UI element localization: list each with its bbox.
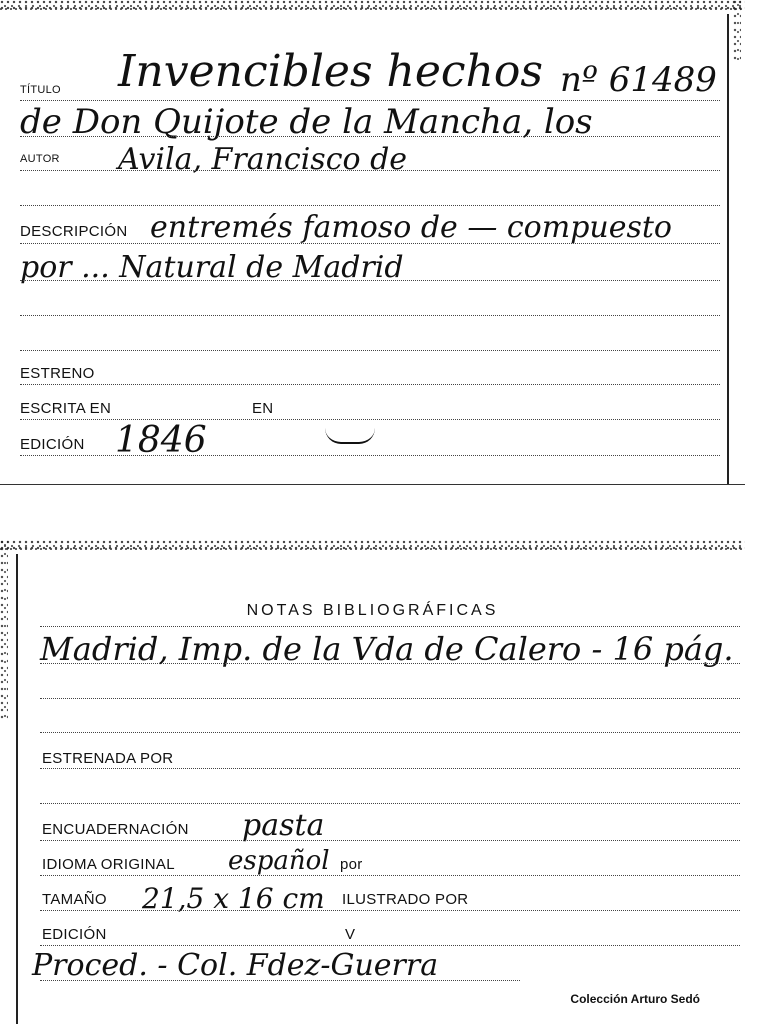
descripcion-label: DESCRIPCIÓN <box>20 223 128 240</box>
autor-line <box>20 170 720 171</box>
titulo-label: TÍTULO <box>20 84 61 96</box>
encuadernacion-line <box>40 840 740 841</box>
blank-line <box>40 732 740 733</box>
notas-line <box>40 626 740 627</box>
titulo-line-2 <box>20 136 720 137</box>
edicion-value: 1846 <box>115 420 207 461</box>
estreno-label: ESTRENO <box>20 365 95 382</box>
idioma-line <box>40 875 740 876</box>
titulo-value-line1: Invencibles hechos <box>118 46 543 97</box>
descripcion-value-line1: entremés famoso de — compuesto <box>150 210 672 245</box>
edicion-label: EDICIÓN <box>20 436 85 453</box>
procedencia-value: Proced. - Col. Fdez-Guerra <box>32 948 439 983</box>
escrita-en-label: ESCRITA EN <box>20 400 112 417</box>
idioma-value: español <box>228 846 330 876</box>
edicion-line <box>20 455 720 456</box>
notas-value: Madrid, Imp. de la Vda de Calero - 16 pág. <box>40 630 734 668</box>
titulo-line <box>20 100 720 101</box>
blank-line <box>20 205 720 206</box>
idioma-label: IDIOMA ORIGINAL <box>42 856 175 873</box>
coleccion-credit: Colección Arturo Sedó <box>570 992 700 1006</box>
catalog-number: nº 61489 <box>560 60 717 100</box>
autor-value: Avila, Francisco de <box>118 142 408 177</box>
tamano-value: 21,5 x 16 cm <box>142 882 325 915</box>
por-label: por <box>340 856 363 873</box>
descripcion-line-2 <box>20 280 720 281</box>
notas-heading: NOTAS BIBLIOGRÁFICAS <box>246 602 499 619</box>
card-left-border <box>16 554 18 1024</box>
ilustrado-label: ILUSTRADO POR <box>342 891 469 908</box>
descripcion-line <box>20 243 720 244</box>
en-label: EN <box>252 400 274 417</box>
blank-line <box>20 350 720 351</box>
card-edge-texture <box>733 0 741 60</box>
estrenada-por-label: ESTRENADA POR <box>42 750 174 767</box>
v-label: V <box>345 926 356 943</box>
procedencia-line <box>40 980 520 981</box>
card-edge-texture <box>0 540 8 720</box>
encuadernacion-label: ENCUADERNACIÓN <box>42 821 189 838</box>
notas-line-2 <box>40 663 740 664</box>
tamano-label: TAMAÑO <box>42 891 107 908</box>
catalog-card-front <box>0 0 745 492</box>
titulo-value-line2: de Don Quijote de la Mancha, los <box>20 102 593 142</box>
estrenada-por-line <box>40 768 740 769</box>
edicion-label: EDICIÓN <box>42 926 107 943</box>
blank-line <box>40 698 740 699</box>
encuadernacion-value: pasta <box>242 808 325 843</box>
catalog-card-back <box>0 540 745 1028</box>
descripcion-value-line2: por ... Natural de Madrid <box>20 250 404 285</box>
card-bottom-border <box>0 484 745 485</box>
pen-stroke <box>325 428 375 444</box>
card-right-border <box>727 14 729 484</box>
blank-line <box>20 315 720 316</box>
estreno-line <box>20 384 720 385</box>
edicion-line <box>40 945 740 946</box>
blank-line <box>40 803 740 804</box>
card-edge-texture <box>0 540 745 552</box>
tamano-line <box>40 910 740 911</box>
autor-label: AUTOR <box>20 153 60 165</box>
card-edge-texture <box>0 0 745 12</box>
